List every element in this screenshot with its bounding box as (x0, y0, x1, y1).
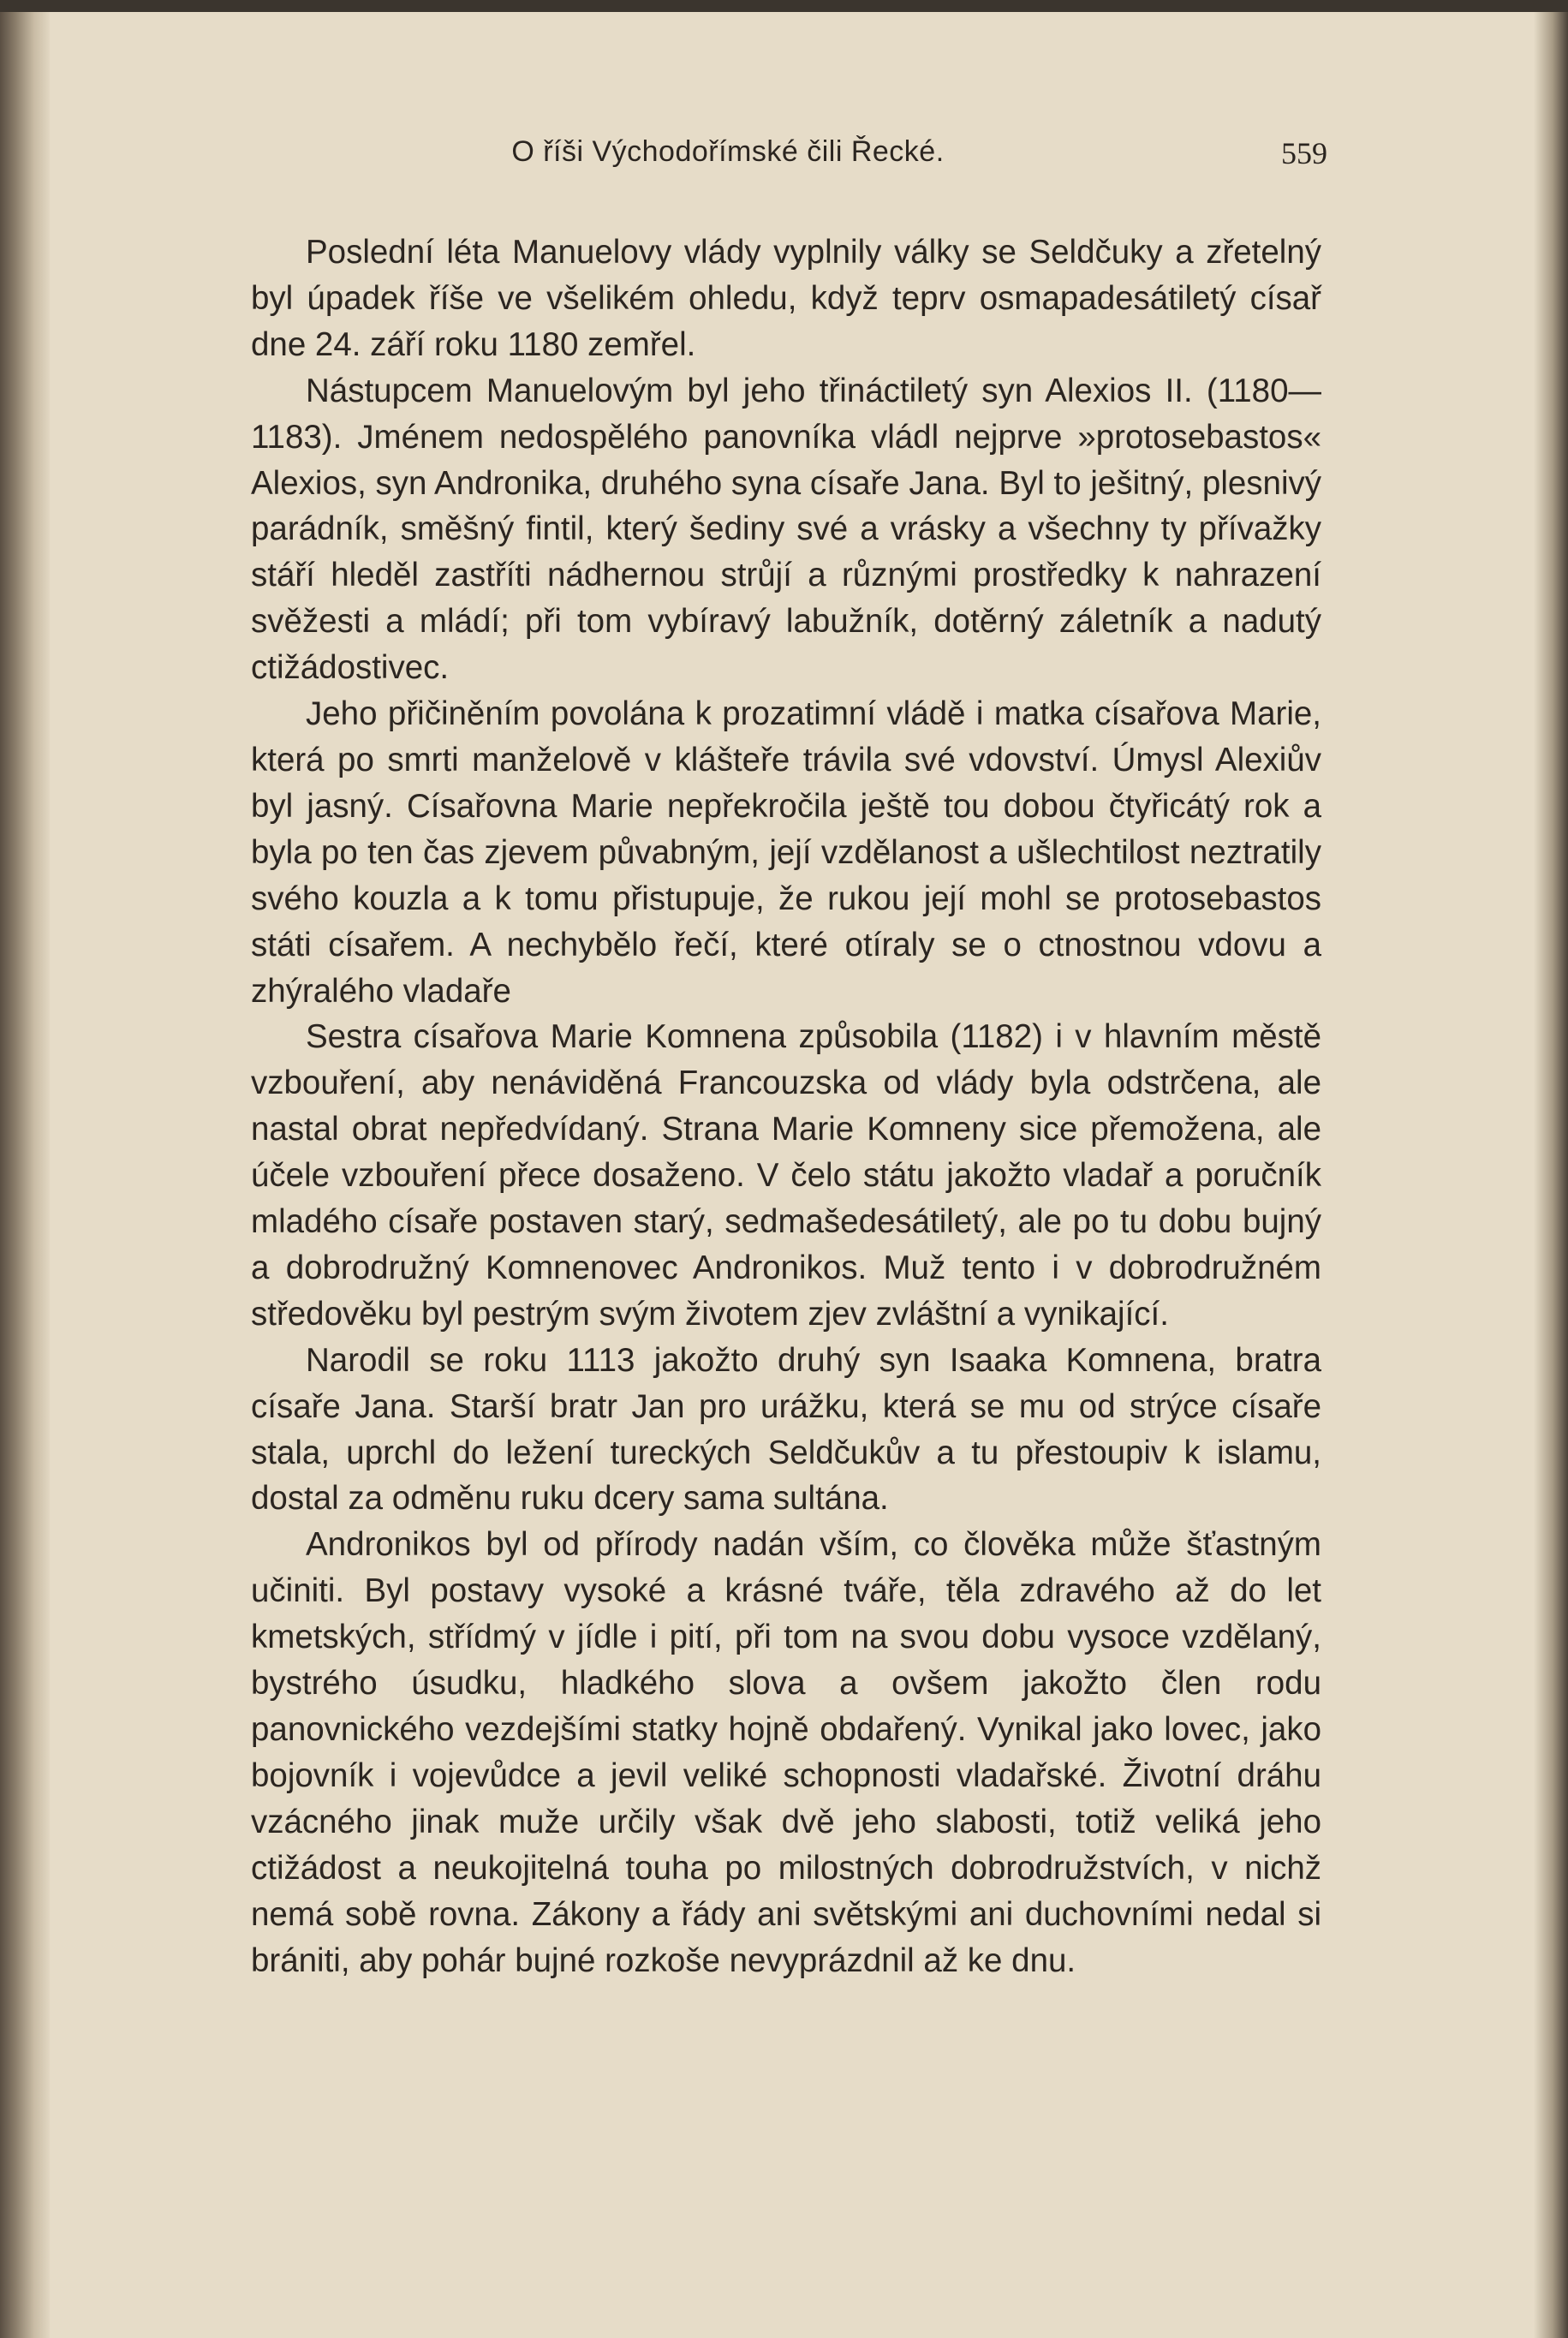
page-right-edge (1534, 12, 1568, 2338)
paragraph: Jeho přičiněním povolána k prozatimní vládě i matka císařova Marie, která po smrti manželově v klášteře trávila své vdovství. Úmysl Alexiův byl jasný. Císařovna Marie nepřekročila ještě tou dobou čtyřicátý rok a byla po ten čas zjevem půvabným, její vzdělanost a ušlechtilost neztratily svého kouzla a k tomu přistupuje, že rukou její mohl se protosebastos státi císařem. A nechybělo řečí, které otíraly se o ctnostnou vdovu a zhýralého vladaře (251, 695, 1321, 1010)
paragraph: Andronikos byl od přírody nadán vším, co člověka může šťastným učiniti. Byl postavy vysoké a krásné tváře, těla zdravého až do let kmetských, střídmý v jídle i pití, při tom na svou dobu vysoce vzdělaný, bystrého úsudku, hladkého slova a ovšem jakožto člen rodu panovnického vezdejšími statky hojně obdařený. Vynikal jako lovec, jako bojovník i vojevůdce a jevil veliké schopnosti vladařské. Životní dráhu vzácného jinak muže určily však dvě jeho slabosti, totiž veliká jeho ctižádost a neukojitelná touha po milostných dobrodružstvích, v nichž nemá sobě rovna. Zákony a řády ani světskými ani duchovními nedal si brániti, aby pohár bujné rozkoše nevyprázdnil až ke dnu. (251, 1526, 1321, 1979)
paragraph: Sestra císařova Marie Komnena způsobila (1182) i v hlavním městě vzbouření, aby nenáviděná Francouzska od vlády byla odstrčena, ale nastal obrat nepředvídaný. Strana Marie Komneny sice přemožena, ale účele vzbouření přece dosaženo. V čelo státu jakožto vladař a poručník mladého císaře postaven starý, sedmašedesátiletý, ale po tu dobu bujný a dobrodružný Komnenovec Andronikos. Muž tento i v dobrodružném středověku byl pestrým svým životem zjev zvláštní a vynikající. (251, 1018, 1321, 1333)
paragraph: Narodil se roku 1113 jakožto druhý syn Isaaka Komnena, bratra císaře Jana. Starší bratr Jan pro urážku, která se mu od strýce císaře stala, uprchl do ležení tureckých Seldčukův a tu přestoupiv k islamu, dostal za odměnu ruku dcery sama sultána. (251, 1341, 1321, 1518)
text-body (251, 230, 1321, 1983)
running-head: O říši Východořímské čili Řecké. (511, 135, 945, 168)
page-number: 559 (1281, 136, 1327, 170)
page-header (300, 135, 1327, 178)
page-top-edge (0, 0, 1568, 12)
paragraph: Nástupcem Manuelovým byl jeho třináctiletý syn Alexios II. (1180—1183). Jménem nedospělého panovníka vládl nejprve »protosebastos« Alexios, syn Andronika, druhého syna císaře Jana. Byl to ješitný, plesnivý parádník, směšný fintil, který šediny své a vrásky a všechny ty přívažky stáří hleděl zastříti nádhernou strůjí a různými prostředky k nahrazení svěžesti a mládí; při tom vybíravý labužník, dotěrný záletník a nadutý ctižádostivec. (251, 372, 1321, 687)
book-spine-shadow (0, 12, 50, 2338)
paragraph: Poslední léta Manuelovy vlády vyplnily války se Seldčuky a zřetelný byl úpadek říše ve všelikém ohledu, když teprv osmapadesátiletý císař dne 24. září roku 1180 zemřel. (251, 234, 1321, 363)
